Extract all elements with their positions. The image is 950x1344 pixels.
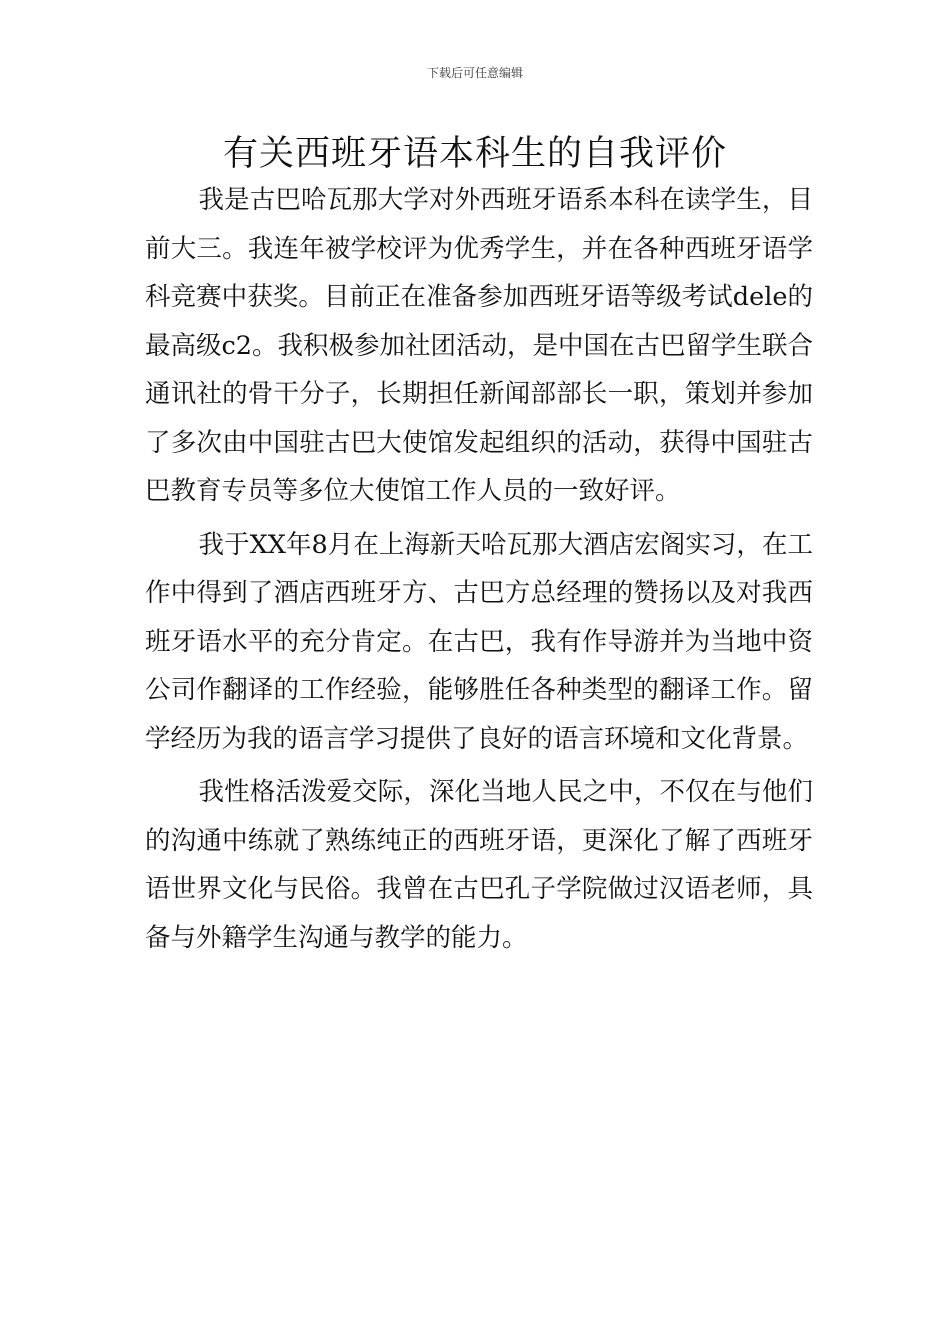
document-title: 有关西班牙语本科生的自我评价 xyxy=(222,134,727,174)
paragraph-2: 我于XX年8月在上海新天哈瓦那大酒店宏阁实习，在工作中得到了酒店西班牙方、古巴方总经理的赞扬以及对我西班牙语水平的充分肯定。在古巴，我有作导游并为当地中资公司作翻译的工作经验，能够胜任各种类型的翻译工作。留学经历为我的语言学习提供了良好的语言环境和文化背景。 xyxy=(145,529,813,754)
paragraph-1: 我是古巴哈瓦那大学对外西班牙语系本科在读学生，目前大三。我连年被学校评为优秀学生，并在各种西班牙语学科竞赛中获奖。目前正在准备参加西班牙语等级考试dele的最高级c2。我积极参加社团活动，是中国在古巴留学生联合通讯社的骨干分子，长期担任新闻部部长一职，策划并参加了多次由中国驻古巴大使馆发起组织的活动，获得中国驻古巴教育专员等多位大使馆工作人员的一致好评。 xyxy=(145,185,814,506)
document-body xyxy=(145,176,813,962)
header-note: 下载后可任意编辑 xyxy=(426,66,523,80)
paragraph-3: 我性格活泼爱交际，深化当地人民之中，不仅在与他们的沟通中练就了熟练纯正的西班牙语，更深化了解了西班牙语世界文化与民俗。我曾在古巴孔子学院做过汉语老师，具备与外籍学生沟通与教学的能力。 xyxy=(145,777,813,953)
